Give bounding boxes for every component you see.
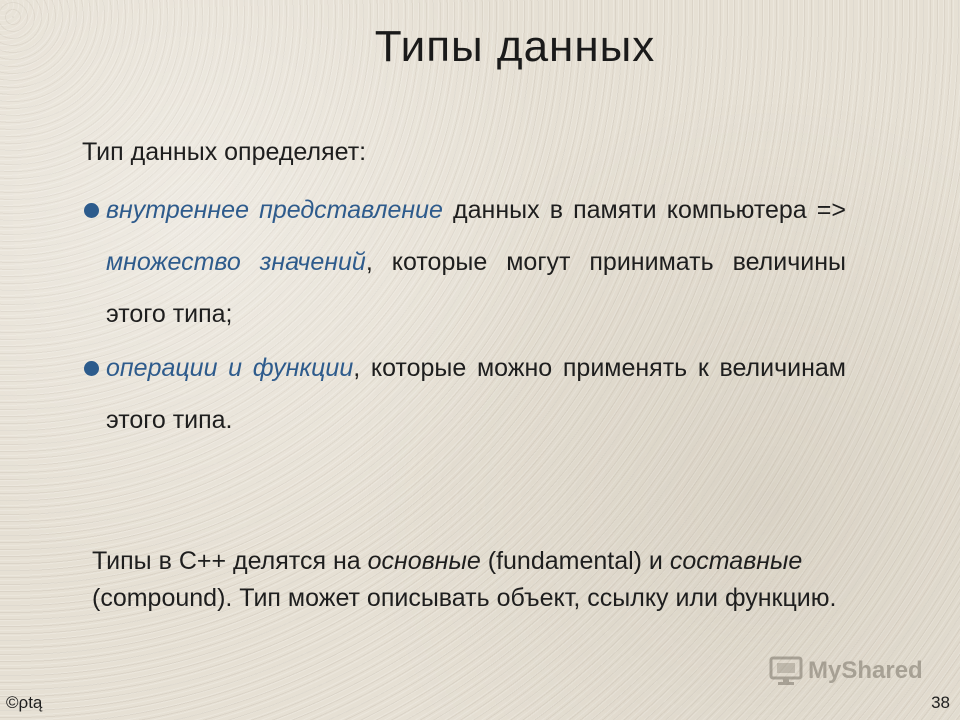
bullet-1-text-2: , которые могут принимать величины этого типа; <box>106 248 846 328</box>
bullet-1-emphasis-2: множество значений <box>106 248 366 276</box>
note-italic-compound: составные <box>669 547 803 575</box>
note-part-3: (compound). Тип может описывать объект, ссылку или функцию. <box>92 584 837 612</box>
bullet-item-2 <box>82 342 846 446</box>
bullet-1-text-1: данных в памяти компьютера => <box>442 196 846 224</box>
page-number: 38 <box>931 693 950 712</box>
monitor-icon <box>768 656 804 686</box>
intro-text: Тип данных определяет: <box>82 138 367 166</box>
note-italic-fundamental: основные <box>367 547 481 575</box>
bullet-1-emphasis-1: внутреннее представление <box>106 196 443 224</box>
note-part-1: Типы в С++ делятся на <box>92 547 368 575</box>
bullet-2-text-1: , которые можно применять к величинам этого типа. <box>106 354 846 434</box>
bullet-2-emphasis-1: операции и функции <box>106 354 354 382</box>
note-part-2: (fundamental) и <box>480 547 670 575</box>
copyright-text: ©ρtą <box>6 693 43 712</box>
watermark-logo <box>768 656 923 686</box>
cpp-types-note <box>92 543 852 617</box>
bullet-dot-icon <box>84 203 99 218</box>
slide-title: Типы данных <box>374 22 656 71</box>
bullet-dot-icon <box>84 361 99 376</box>
bullet-item-1 <box>82 184 846 340</box>
watermark-text: MyShared <box>808 657 923 684</box>
